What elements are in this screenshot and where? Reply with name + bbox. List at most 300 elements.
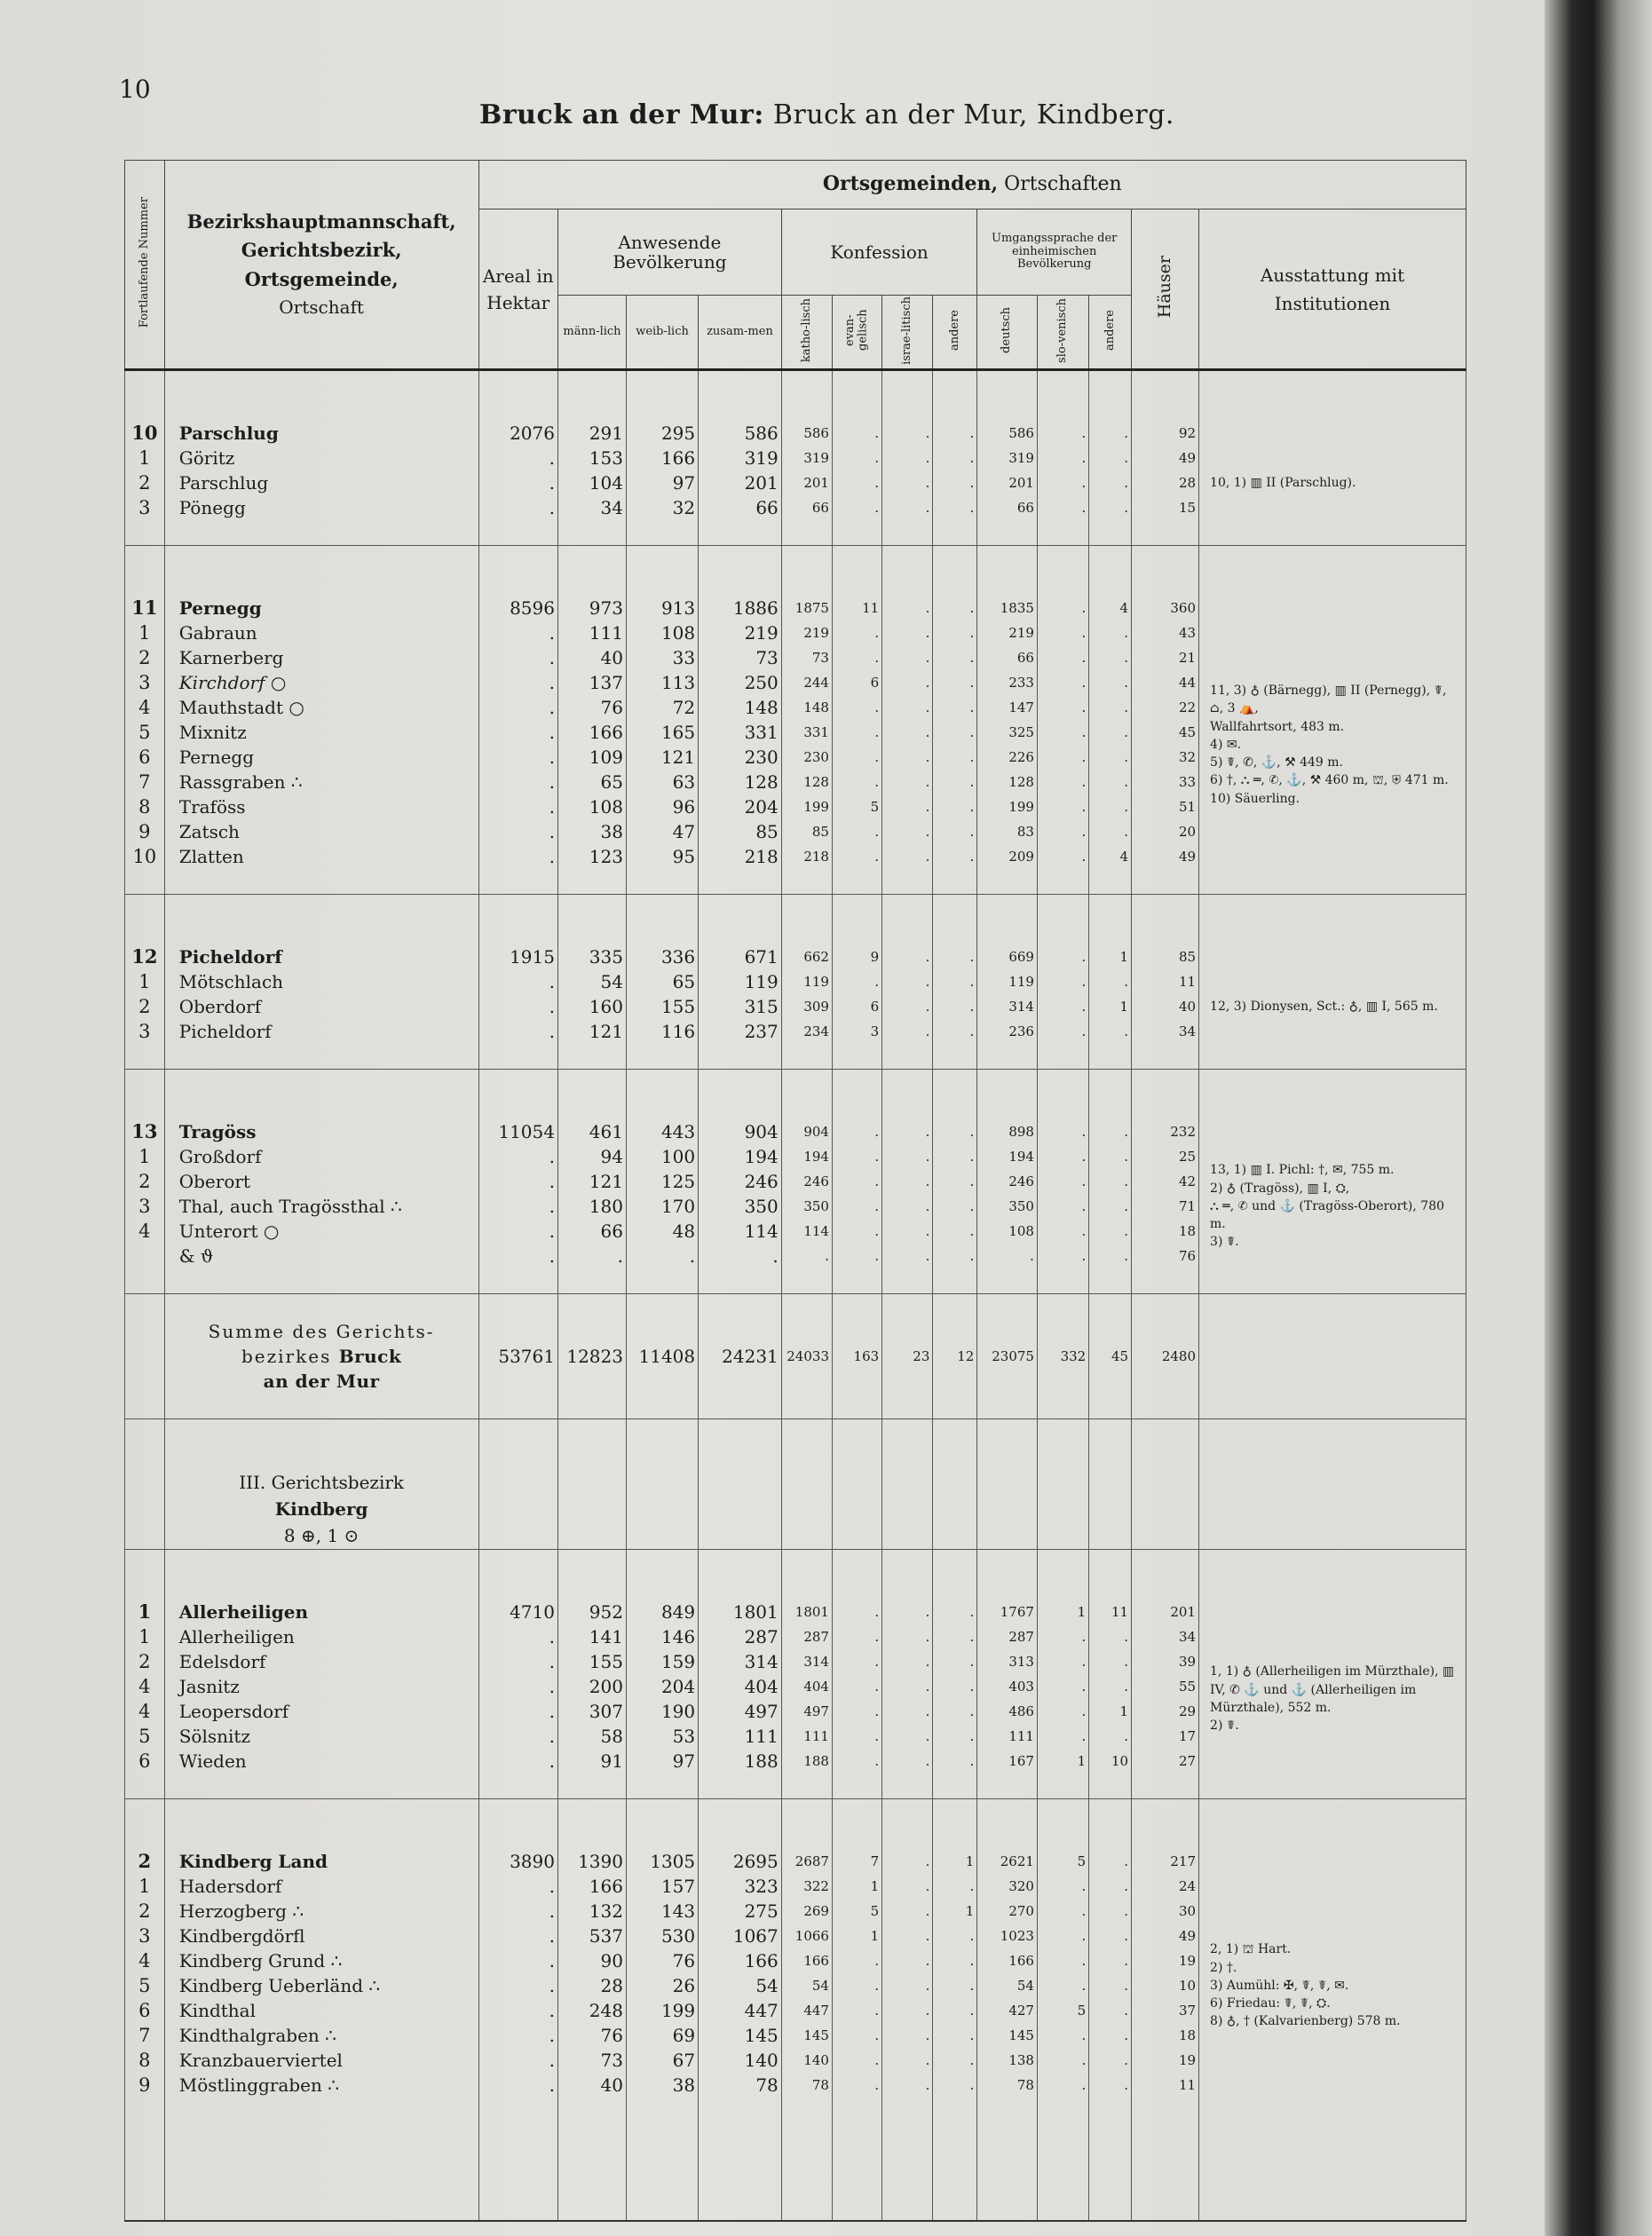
- cell-and2: .: [1089, 819, 1132, 844]
- cell-m: 109: [557, 745, 626, 770]
- cell-and2: .: [1089, 2073, 1132, 2098]
- spacer-cell: [699, 869, 782, 895]
- cell-areal: .: [478, 2073, 557, 2098]
- cell-isr: .: [882, 969, 933, 994]
- spacer-cell: [1132, 1774, 1199, 1799]
- spacer-cell: [1089, 869, 1132, 895]
- spacer-cell: [1132, 1294, 1199, 1320]
- cell-isr: .: [882, 1849, 933, 1874]
- ortschaft-name: Göritz: [164, 446, 478, 470]
- cell-z: 275: [699, 1899, 782, 1924]
- cell-w: 32: [626, 495, 698, 520]
- summe-w: 11408: [626, 1319, 698, 1394]
- spacer-cell: [125, 520, 165, 546]
- cell-isr: .: [882, 2023, 933, 2048]
- spacer-cell: [1089, 520, 1132, 546]
- cell-z: 204: [699, 794, 782, 819]
- gemeinde-row: [125, 1600, 1466, 1624]
- spacer-cell: [1132, 1394, 1199, 1419]
- cell-kath: 194: [781, 1144, 832, 1169]
- spacer-cell: [626, 396, 698, 421]
- cell-and: .: [933, 1724, 977, 1749]
- cell-w: 67: [626, 2048, 698, 2073]
- spacer-cell: [164, 370, 478, 397]
- spacer-cell: [1132, 920, 1199, 944]
- institution-line: 12, 3) Dionysen, Sct.: ♁, ▥ I, 565 m.: [1210, 999, 1438, 1014]
- spacer-cell: [1132, 571, 1199, 596]
- spacer-cell: [933, 1070, 977, 1095]
- spacer-cell: [164, 2122, 478, 2221]
- ortschaft-name: Pönegg: [164, 495, 478, 520]
- spacer-cell: [699, 546, 782, 572]
- cell-and: .: [933, 1119, 977, 1144]
- spacer-cell: [1089, 1774, 1132, 1799]
- cell-and2: .: [1089, 446, 1132, 470]
- institutionen-cell: [1199, 1119, 1466, 1294]
- spacer-cell: [1089, 2122, 1132, 2221]
- spacer-cell: [882, 520, 933, 546]
- spacer-cell: [832, 1774, 881, 1799]
- cell-areal: .: [478, 1169, 557, 1194]
- cell-m: 65: [557, 770, 626, 794]
- cell-w: 190: [626, 1699, 698, 1724]
- cell-de: 233: [977, 670, 1038, 695]
- cell-z: 219: [699, 620, 782, 645]
- cell-h: 27: [1132, 1749, 1199, 1774]
- gemeinde-name: Pernegg: [164, 596, 478, 620]
- spacer-cell: [1037, 1044, 1088, 1070]
- cell-m: 952: [557, 1600, 626, 1624]
- spacer-cell: [832, 920, 881, 944]
- col-group-umgangssprache: Umgangssprache der einheimischen Bevölkerung: [977, 209, 1132, 296]
- cell-z: 1801: [699, 1600, 782, 1624]
- spacer-cell: [882, 1044, 933, 1070]
- cell-h: 42: [1132, 1169, 1199, 1194]
- table-body: [125, 370, 1466, 2222]
- spacer-cell: [557, 1419, 626, 1445]
- row-number: 1: [125, 1144, 165, 1169]
- ortschaft-name: Traföss: [164, 794, 478, 819]
- cell-de: 427: [977, 1998, 1038, 2023]
- cell-isr: .: [882, 1649, 933, 1674]
- spacer-cell: [626, 1268, 698, 1294]
- gerichtsbezirk-line-1: III. Gerichtsbezirk: [239, 1472, 405, 1493]
- cell-ev: .: [832, 969, 881, 994]
- cell-z: 73: [699, 645, 782, 670]
- cell-and2: .: [1089, 1119, 1132, 1144]
- cell-and: 1: [933, 1899, 977, 1924]
- spacer-cell: [1037, 2122, 1088, 2221]
- cell-m: 537: [557, 1924, 626, 1948]
- cell-and: .: [933, 794, 977, 819]
- cell-m: 180: [557, 1194, 626, 1219]
- cell-ev: 9: [832, 944, 881, 969]
- spacer-cell: [478, 1094, 557, 1119]
- spacer-cell: [1037, 1444, 1088, 1469]
- cell-areal: .: [478, 994, 557, 1019]
- cell-de: 586: [977, 421, 1038, 446]
- cell-and: .: [933, 446, 977, 470]
- col-slovenisch: slo-venisch: [1037, 296, 1088, 370]
- cell-de: 403: [977, 1674, 1038, 1699]
- cell-de: 111: [977, 1724, 1038, 1749]
- cell-ev: .: [832, 1600, 881, 1624]
- cell-ev: .: [832, 1219, 881, 1244]
- cell-w: 166: [626, 446, 698, 470]
- cell-areal: .: [478, 1244, 557, 1268]
- spacer-cell: [1199, 1550, 1466, 1576]
- spacer-cell: [478, 1070, 557, 1095]
- spacer-cell: [626, 2122, 698, 2221]
- cell-z: 246: [699, 1169, 782, 1194]
- cell-m: 40: [557, 645, 626, 670]
- cell-w: 170: [626, 1194, 698, 1219]
- spacer-cell: [699, 1419, 782, 1445]
- cell-and: .: [933, 720, 977, 745]
- spacer-cell: [557, 370, 626, 397]
- ortschaft-name: & ϑ: [164, 1244, 478, 1268]
- spacer-cell: [882, 1394, 933, 1419]
- cell-de: 194: [977, 1144, 1038, 1169]
- cell-h: 10: [1132, 1973, 1199, 1998]
- cell-isr: .: [882, 1699, 933, 1724]
- cell-h: 201: [1132, 1600, 1199, 1624]
- row-number: 2: [125, 470, 165, 495]
- cell-areal: .: [478, 1724, 557, 1749]
- spacer-cell: [626, 520, 698, 546]
- spacer-cell: [1089, 1294, 1132, 1320]
- cell-isr: .: [882, 645, 933, 670]
- cell-z: 128: [699, 770, 782, 794]
- cell-kath: 1875: [781, 596, 832, 620]
- cell-ev: .: [832, 1749, 881, 1774]
- cell-w: 157: [626, 1874, 698, 1899]
- cell-and: .: [933, 745, 977, 770]
- institutionen-cell: [1199, 596, 1466, 895]
- cell-and2: 10: [1089, 1749, 1132, 1774]
- spacer-cell: [1089, 1824, 1132, 1849]
- cell-slo: .: [1037, 1973, 1088, 1998]
- spacer-cell: [977, 1094, 1038, 1119]
- spacer-cell: [1089, 1550, 1132, 1576]
- cell-kath: 119: [781, 969, 832, 994]
- ortschaft-name: Leopersdorf: [164, 1699, 478, 1724]
- summe-areal: 53761: [478, 1319, 557, 1394]
- spacer-cell: [125, 1070, 165, 1095]
- spacer-cell: [1132, 396, 1199, 421]
- cell-z: 250: [699, 670, 782, 695]
- cell-slo: .: [1037, 745, 1088, 770]
- cell-z: 148: [699, 695, 782, 720]
- cell-kath: 66: [781, 495, 832, 520]
- cell-h: 20: [1132, 819, 1199, 844]
- cell-ev: .: [832, 2023, 881, 2048]
- spacer-cell: [933, 1469, 977, 1550]
- col-deutsch: deutsch: [977, 296, 1038, 370]
- cell-areal: .: [478, 1874, 557, 1899]
- row-number: 12: [125, 944, 165, 969]
- cell-m: 38: [557, 819, 626, 844]
- cell-areal: .: [478, 495, 557, 520]
- cell-z: .: [699, 1244, 782, 1268]
- spacer-cell: [699, 895, 782, 920]
- institution-line: 1, 1) ♁ (Allerheiligen im Mürzthale), ▥ IV, ✆ ⚓ und ⚓ (Allerheiligen im Mürzthale), 552 m.: [1210, 1664, 1455, 1715]
- institution-line: 2) ♁ (Tragöss), ▥ I, ⛭,: [1210, 1181, 1350, 1196]
- spacer-cell: [125, 1044, 165, 1070]
- cell-h: 55: [1132, 1674, 1199, 1699]
- cell-ev: .: [832, 695, 881, 720]
- institution-line: 11, 3) ♁ (Bärnegg), ▥ II (Pernegg), ☤, ⌂, 3 ⛺,: [1210, 683, 1447, 716]
- spacer-cell: [977, 546, 1038, 572]
- row-number: 2: [125, 994, 165, 1019]
- spacer-cell: [977, 1824, 1038, 1849]
- cell-z: 1067: [699, 1924, 782, 1948]
- cell-z: 194: [699, 1144, 782, 1169]
- cell-m: .: [557, 1244, 626, 1268]
- institution-line: ⛬ ═, ✆ und ⚓ (Tragöss-Oberort), 780 m.: [1210, 1198, 1445, 1232]
- cell-areal: .: [478, 1973, 557, 1998]
- gemeinde-row: [125, 596, 1466, 620]
- cell-slo: .: [1037, 645, 1088, 670]
- cell-de: 78: [977, 2073, 1038, 2098]
- cell-w: 97: [626, 1749, 698, 1774]
- cell-w: 108: [626, 620, 698, 645]
- cell-h: 51: [1132, 794, 1199, 819]
- row-number: 3: [125, 495, 165, 520]
- cell-w: 121: [626, 745, 698, 770]
- cell-slo: .: [1037, 421, 1088, 446]
- cell-isr: .: [882, 1144, 933, 1169]
- cell-and2: .: [1089, 1624, 1132, 1649]
- spacer-cell: [1089, 920, 1132, 944]
- spacer-cell: [164, 546, 478, 572]
- spacer-cell: [1037, 1469, 1088, 1550]
- cell-ev: .: [832, 2048, 881, 2073]
- cell-kath: 148: [781, 695, 832, 720]
- spacer-cell: [882, 1799, 933, 1825]
- cell-z: 586: [699, 421, 782, 446]
- cell-and: .: [933, 969, 977, 994]
- summe-h: 2480: [1132, 1319, 1199, 1394]
- cell-w: 295: [626, 421, 698, 446]
- cell-z: 319: [699, 446, 782, 470]
- cell-isr: .: [882, 944, 933, 969]
- cell-de: 147: [977, 695, 1038, 720]
- gemeinde-name: Tragöss: [164, 1119, 478, 1144]
- cell-and: .: [933, 495, 977, 520]
- spacer-cell: [781, 1469, 832, 1550]
- cell-z: 66: [699, 495, 782, 520]
- spacer-cell: [478, 1799, 557, 1825]
- cell-and2: .: [1089, 695, 1132, 720]
- cell-de: 83: [977, 819, 1038, 844]
- spacer-cell: [832, 1799, 881, 1825]
- spacer-cell: [1089, 1575, 1132, 1600]
- spacer-cell: [1089, 370, 1132, 397]
- cell-and: .: [933, 596, 977, 620]
- cell-slo: .: [1037, 994, 1088, 1019]
- cell-h: 43: [1132, 620, 1199, 645]
- cell-z: 315: [699, 994, 782, 1019]
- spacer-cell: [977, 920, 1038, 944]
- spacer-cell: [977, 571, 1038, 596]
- spacer-cell: [125, 370, 165, 397]
- cell-areal: 4710: [478, 1600, 557, 1624]
- cell-isr: .: [882, 1899, 933, 1924]
- cell-and: .: [933, 1624, 977, 1649]
- spacer-cell: [1089, 1094, 1132, 1119]
- spacer-cell: [1199, 1469, 1466, 1550]
- spacer-cell: [832, 895, 881, 920]
- spacer-cell: [832, 869, 881, 895]
- cell-and2: .: [1089, 1973, 1132, 1998]
- spacer-cell: [164, 1575, 478, 1600]
- spacer-cell: [1132, 370, 1199, 397]
- cell-and2: 4: [1089, 844, 1132, 869]
- cell-ev: .: [832, 620, 881, 645]
- cell-isr: .: [882, 470, 933, 495]
- institution-line: 6) Friedau: ☤, ☤, ⛭.: [1210, 1996, 1331, 2011]
- cell-h: 37: [1132, 1998, 1199, 2023]
- title-bold: Bruck an der Mur:: [479, 99, 764, 130]
- cell-m: 76: [557, 695, 626, 720]
- row-number: 8: [125, 794, 165, 819]
- cell-and: .: [933, 844, 977, 869]
- row-number: 6: [125, 1749, 165, 1774]
- spacer-cell: [832, 1094, 881, 1119]
- spacer-cell: [1089, 571, 1132, 596]
- cell-areal: .: [478, 1899, 557, 1924]
- cell-and2: .: [1089, 2048, 1132, 2073]
- col-zusammen: zusam-men: [699, 296, 782, 370]
- cell-w: 165: [626, 720, 698, 745]
- ortschaft-name: Rassgraben ∴: [164, 770, 478, 794]
- spacer-cell: [832, 370, 881, 397]
- institution-line: 5) ☤, ✆, ⚓, ⚒ 449 m.: [1210, 755, 1343, 770]
- cell-ev: .: [832, 770, 881, 794]
- cell-and2: .: [1089, 1948, 1132, 1973]
- cell-z: 671: [699, 944, 782, 969]
- cell-and2: .: [1089, 969, 1132, 994]
- spacer-cell: [977, 1774, 1038, 1799]
- ortschaft-name: Hadersdorf: [164, 1874, 478, 1899]
- spacer-cell: [933, 2122, 977, 2221]
- spacer-cell: [1199, 546, 1466, 572]
- row-number: 3: [125, 1194, 165, 1219]
- cell-kath: 244: [781, 670, 832, 695]
- spacer-cell: [557, 1550, 626, 1576]
- spacer-cell: [933, 1094, 977, 1119]
- cell-isr: .: [882, 1973, 933, 1998]
- spacer-cell: [164, 1824, 478, 1849]
- cell-ev: .: [832, 1699, 881, 1724]
- cell-and2: 4: [1089, 596, 1132, 620]
- spacer-cell: [832, 520, 881, 546]
- row-number: 4: [125, 1699, 165, 1724]
- cell-areal: .: [478, 1674, 557, 1699]
- row-number: 4: [125, 1219, 165, 1244]
- row-number: 3: [125, 1019, 165, 1044]
- spacer-cell: [882, 895, 933, 920]
- cell-slo: .: [1037, 1194, 1088, 1219]
- gemeinde-name: Picheldorf: [164, 944, 478, 969]
- spacer-cell: [125, 1394, 165, 1419]
- cell-isr: .: [882, 1019, 933, 1044]
- spacer-cell: [882, 546, 933, 572]
- cell-m: 132: [557, 1899, 626, 1924]
- cell-h: 49: [1132, 446, 1199, 470]
- summe-bezirkes: bezirkes: [241, 1346, 332, 1367]
- spacer-cell: [557, 869, 626, 895]
- spacer-cell: [1037, 895, 1088, 920]
- cell-h: 18: [1132, 1219, 1199, 1244]
- cell-ev: .: [832, 1244, 881, 1268]
- spacer-cell: [478, 1575, 557, 1600]
- col-ausstattung: Ausstattung mit Institutionen: [1199, 209, 1466, 370]
- spacer-cell: [1089, 895, 1132, 920]
- spacer-cell: [1132, 1575, 1199, 1600]
- row-number: 4: [125, 1674, 165, 1699]
- ortschaft-name: Kranzbauerviertel: [164, 2048, 478, 2073]
- cell-w: 159: [626, 1649, 698, 1674]
- spacer-cell: [557, 1575, 626, 1600]
- cell-de: 319: [977, 446, 1038, 470]
- row-number: 10: [125, 844, 165, 869]
- spacer-cell: [125, 1294, 165, 1320]
- cell-de: .: [977, 1244, 1038, 1268]
- summe-ev: 163: [832, 1319, 881, 1394]
- spacer-cell: [1199, 1419, 1466, 1445]
- cell-slo: .: [1037, 1169, 1088, 1194]
- spacer-row: [125, 1394, 1466, 1419]
- spacer-cell: [1089, 1394, 1132, 1419]
- spacer-cell: [557, 2098, 626, 2122]
- cell-m: 54: [557, 969, 626, 994]
- summe-line-2: [168, 1344, 476, 1369]
- cell-w: .: [626, 1244, 698, 1268]
- cell-and: .: [933, 994, 977, 1019]
- spacer-cell: [933, 1044, 977, 1070]
- cell-z: 188: [699, 1749, 782, 1774]
- cell-isr: .: [882, 695, 933, 720]
- institutionen-cell: [1199, 944, 1466, 1070]
- spacer-cell: [882, 1294, 933, 1320]
- cell-kath: 662: [781, 944, 832, 969]
- spacer-cell: [832, 2122, 881, 2221]
- spacer-cell: [478, 1469, 557, 1550]
- cell-h: 33: [1132, 770, 1199, 794]
- spacer-cell: [882, 869, 933, 895]
- spacer-cell: [125, 1550, 165, 1576]
- spacer-cell: [781, 2122, 832, 2221]
- summe-row: [125, 1319, 1466, 1394]
- spacer-cell: [1132, 1268, 1199, 1294]
- gemeinde-row: [125, 421, 1466, 446]
- spacer-cell: [933, 1268, 977, 1294]
- cell-and2: 11: [1089, 1600, 1132, 1624]
- spacer-cell: [882, 1094, 933, 1119]
- cell-h: 18: [1132, 2023, 1199, 2048]
- institution-line: Wallfahrtsort, 483 m.: [1210, 719, 1345, 734]
- cell-and: .: [933, 670, 977, 695]
- cell-slo: .: [1037, 1699, 1088, 1724]
- spacer-cell: [478, 2122, 557, 2221]
- cell-slo: .: [1037, 1144, 1088, 1169]
- spacer-row: [125, 920, 1466, 944]
- cell-h: 71: [1132, 1194, 1199, 1219]
- spacer-cell: [1037, 396, 1088, 421]
- spacer-cell: [933, 370, 977, 397]
